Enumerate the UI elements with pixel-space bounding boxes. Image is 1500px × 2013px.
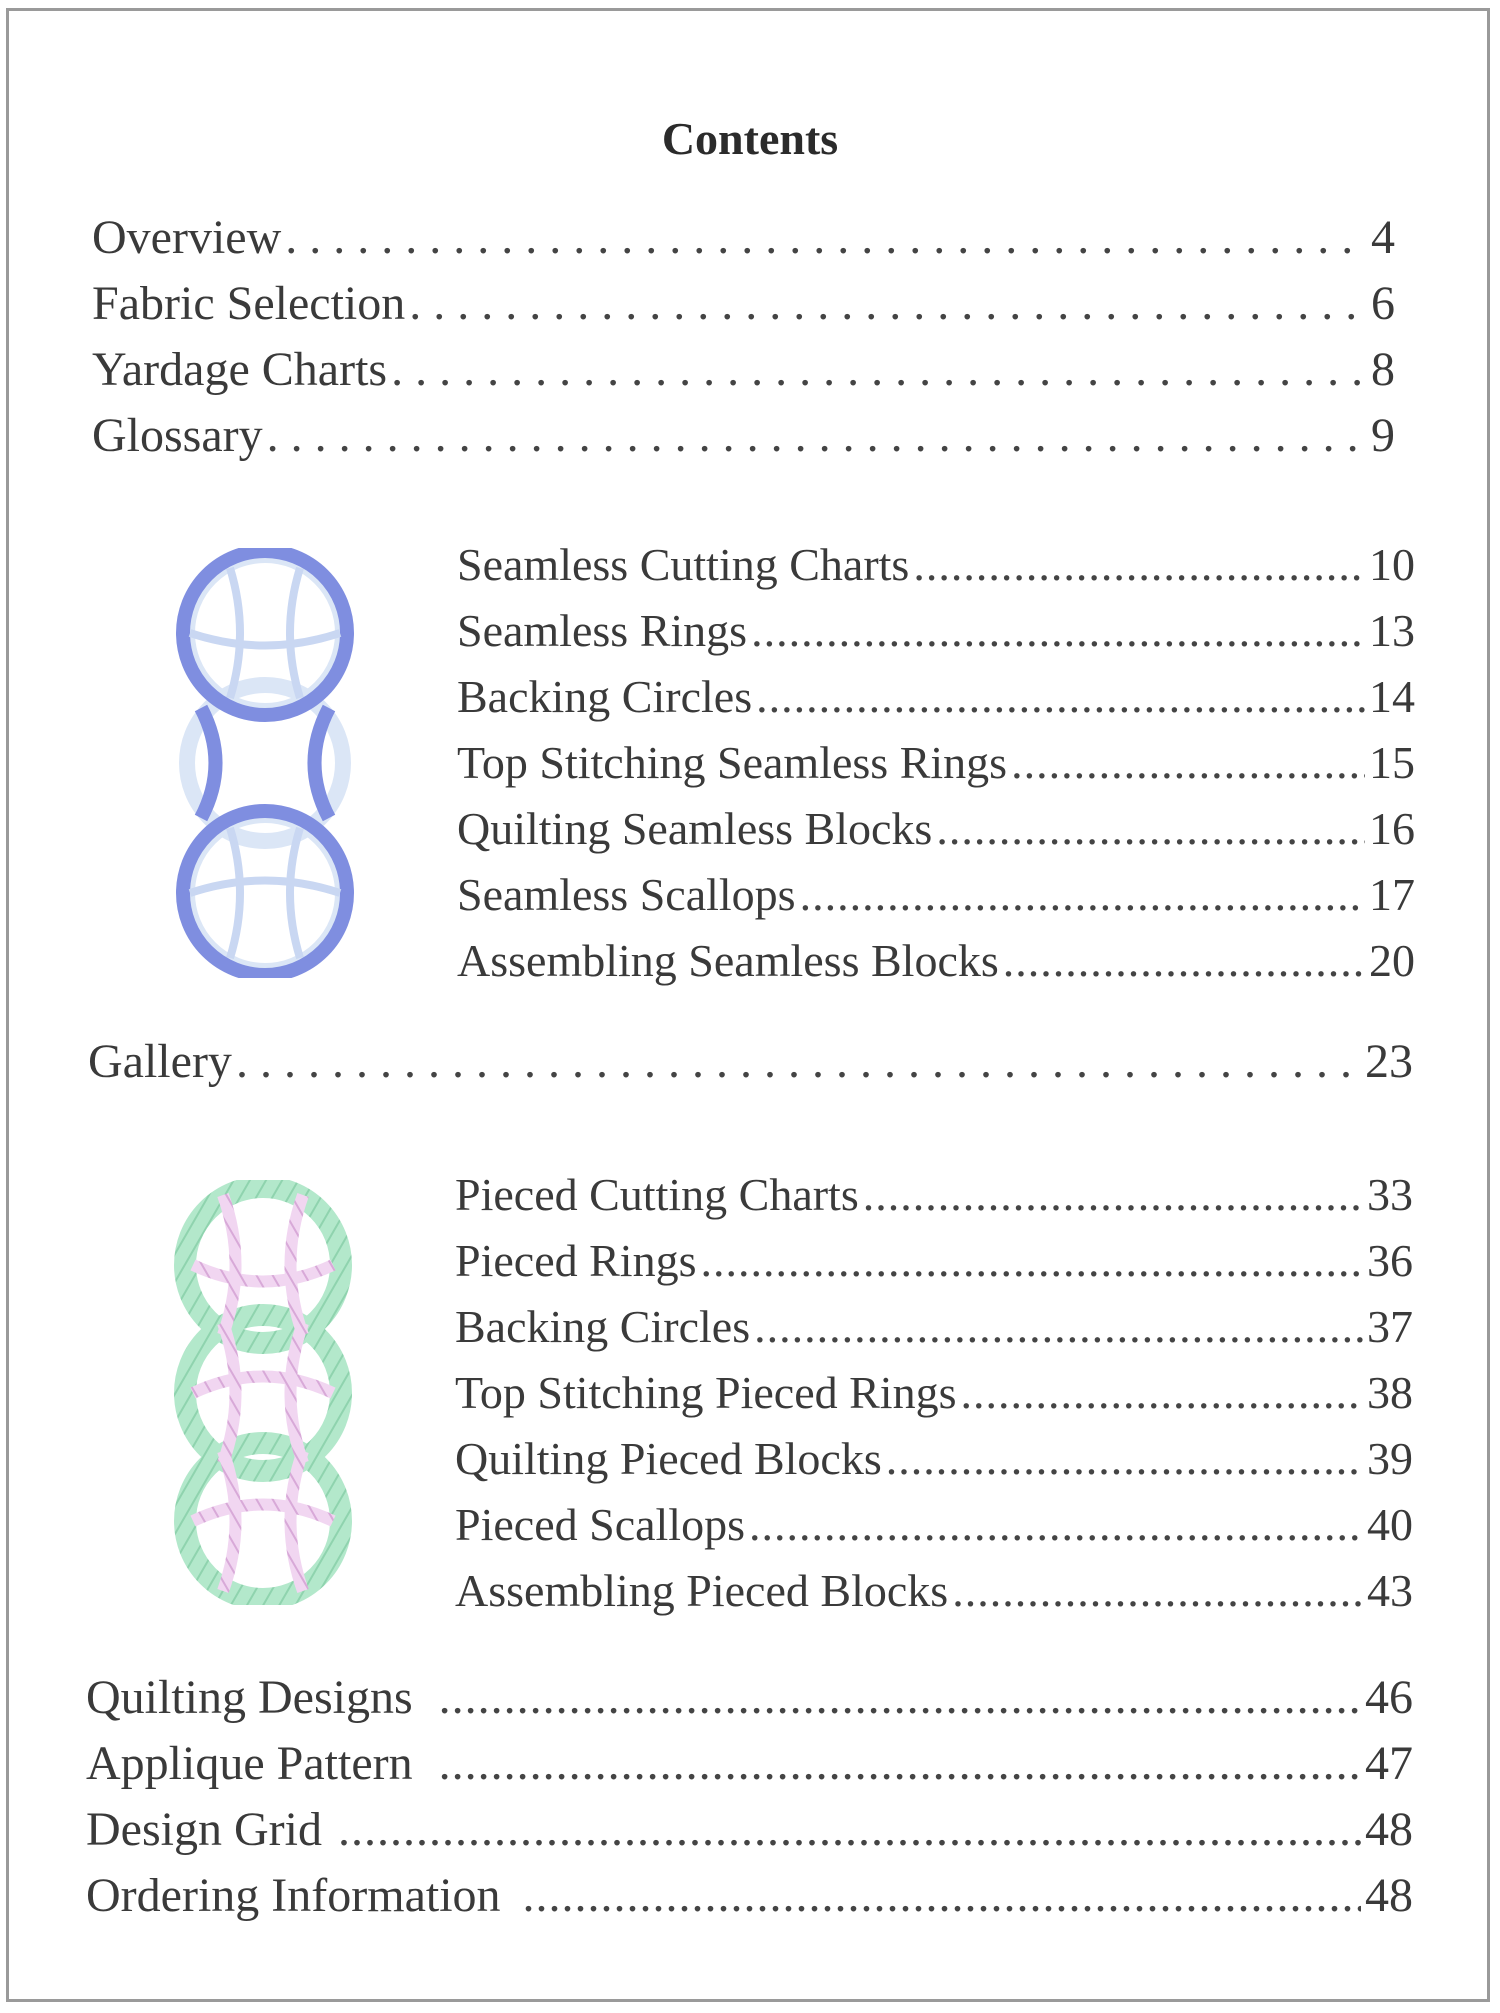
toc-entry-overview[interactable] — [92, 210, 1395, 265]
toc-page-number: 38 — [1367, 1367, 1413, 1418]
toc-entry-seamless-backing-circles[interactable] — [457, 670, 1415, 723]
toc-page-number: 43 — [1367, 1565, 1413, 1616]
dot-leader — [1011, 736, 1365, 789]
toc-label: Quilting Seamless Blocks — [457, 803, 933, 854]
toc-entry-pieced-rings[interactable] — [455, 1234, 1413, 1287]
dot-leader — [756, 670, 1365, 723]
toc-page-number: 46 — [1365, 1671, 1413, 1724]
toc-entry-ordering-information[interactable] — [86, 1868, 1413, 1923]
toc-page-number: 16 — [1369, 803, 1415, 854]
toc-label: Yardage Charts — [92, 343, 388, 396]
toc-entry-seamless-scallops[interactable] — [457, 868, 1415, 921]
dot-leader — [285, 210, 1367, 265]
page-title: Contents — [661, 113, 839, 164]
dot-leader — [751, 604, 1365, 657]
toc-label: Top Stitching Seamless Rings — [457, 737, 1008, 788]
toc-page-number: 48 — [1365, 1803, 1413, 1856]
dot-leader — [409, 276, 1367, 331]
toc-page-number: 8 — [1371, 343, 1395, 396]
dot-leader — [700, 1234, 1363, 1287]
dot-leader — [391, 342, 1367, 397]
toc-entry-quilting-designs[interactable] — [86, 1670, 1413, 1725]
dot-leader — [439, 1736, 1361, 1791]
toc-label: Quilting Pieced Blocks — [455, 1433, 882, 1484]
dot-leader — [439, 1670, 1361, 1725]
toc-page-number: 17 — [1369, 869, 1415, 920]
toc-page-number: 40 — [1367, 1499, 1413, 1550]
toc-entry-applique-pattern[interactable] — [86, 1736, 1413, 1791]
toc-label: Seamless Scallops — [457, 869, 796, 920]
dot-leader — [338, 1802, 1361, 1857]
toc-entry-pieced-backing-circles[interactable] — [455, 1300, 1413, 1353]
dot-leader — [863, 1168, 1363, 1221]
seamless-rings-icon — [170, 548, 360, 978]
dot-leader — [886, 1432, 1363, 1485]
toc-label: Glossary — [92, 409, 263, 462]
toc-label: Gallery — [88, 1035, 232, 1088]
toc-entry-quilting-pieced-blocks[interactable] — [455, 1432, 1413, 1485]
toc-label: Assembling Pieced Blocks — [455, 1565, 949, 1616]
toc-label: Design Grid — [86, 1803, 322, 1856]
dot-leader — [1003, 934, 1365, 987]
toc-entry-gallery[interactable] — [88, 1034, 1413, 1089]
toc-label: Backing Circles — [457, 671, 753, 722]
toc-page-number: 14 — [1369, 671, 1415, 722]
toc-page-number: 33 — [1367, 1169, 1413, 1220]
toc-entry-top-stitching-seamless-rings[interactable] — [457, 736, 1415, 789]
toc-page-number: 13 — [1369, 605, 1415, 656]
toc-label: Applique Pattern — [86, 1737, 413, 1790]
dot-leader — [749, 1498, 1363, 1551]
pieced-rings-icon — [168, 1180, 358, 1605]
toc-label: Assembling Seamless Blocks — [457, 935, 999, 986]
dot-leader — [936, 802, 1365, 855]
toc-entry-assembling-pieced-blocks[interactable] — [455, 1564, 1413, 1617]
toc-entry-assembling-seamless-blocks[interactable] — [457, 934, 1415, 987]
toc-label: Backing Circles — [455, 1301, 751, 1352]
dot-leader — [236, 1034, 1361, 1089]
toc-entry-fabric-selection[interactable] — [92, 276, 1395, 331]
toc-page-number: 15 — [1369, 737, 1415, 788]
toc-entry-quilting-seamless-blocks[interactable] — [457, 802, 1415, 855]
toc-entry-top-stitching-pieced-rings[interactable] — [455, 1366, 1413, 1419]
dot-leader — [913, 538, 1365, 591]
toc-label: Top Stitching Pieced Rings — [455, 1367, 957, 1418]
toc-page-number: 39 — [1367, 1433, 1413, 1484]
dot-leader — [754, 1300, 1363, 1353]
dot-leader — [961, 1366, 1364, 1419]
toc-page-number: 36 — [1367, 1235, 1413, 1286]
toc-page-number: 9 — [1371, 409, 1395, 462]
toc-label: Fabric Selection — [92, 277, 406, 330]
toc-entry-seamless-rings[interactable] — [457, 604, 1415, 657]
dot-leader — [952, 1564, 1363, 1617]
toc-page-number: 20 — [1369, 935, 1415, 986]
toc-label: Seamless Cutting Charts — [457, 539, 910, 590]
toc-page-number: 10 — [1369, 539, 1415, 590]
toc-page-number: 48 — [1365, 1869, 1413, 1922]
toc-page-number: 23 — [1365, 1035, 1413, 1088]
toc-entry-glossary[interactable] — [92, 408, 1395, 463]
toc-page-number: 6 — [1371, 277, 1395, 330]
toc-entry-design-grid[interactable] — [86, 1802, 1413, 1857]
toc-entry-pieced-scallops[interactable] — [455, 1498, 1413, 1551]
toc-entry-seamless-cutting-charts[interactable] — [457, 538, 1415, 591]
toc-label: Seamless Rings — [457, 605, 748, 656]
toc-entry-yardage-charts[interactable] — [92, 342, 1395, 397]
toc-label: Ordering Information — [86, 1869, 501, 1922]
toc-label: Pieced Cutting Charts — [455, 1169, 859, 1220]
toc-page-number: 47 — [1365, 1737, 1413, 1790]
dot-leader — [800, 868, 1365, 921]
toc-label: Pieced Scallops — [455, 1499, 745, 1550]
toc-label: Pieced Rings — [455, 1235, 697, 1286]
toc-page-number: 37 — [1367, 1301, 1413, 1352]
toc-label: Overview — [92, 211, 282, 264]
dot-leader — [523, 1868, 1361, 1923]
toc-entry-pieced-cutting-charts[interactable] — [455, 1168, 1413, 1221]
toc-label: Quilting Designs — [86, 1671, 413, 1724]
toc-page-number: 4 — [1371, 211, 1395, 264]
dot-leader — [267, 408, 1367, 463]
